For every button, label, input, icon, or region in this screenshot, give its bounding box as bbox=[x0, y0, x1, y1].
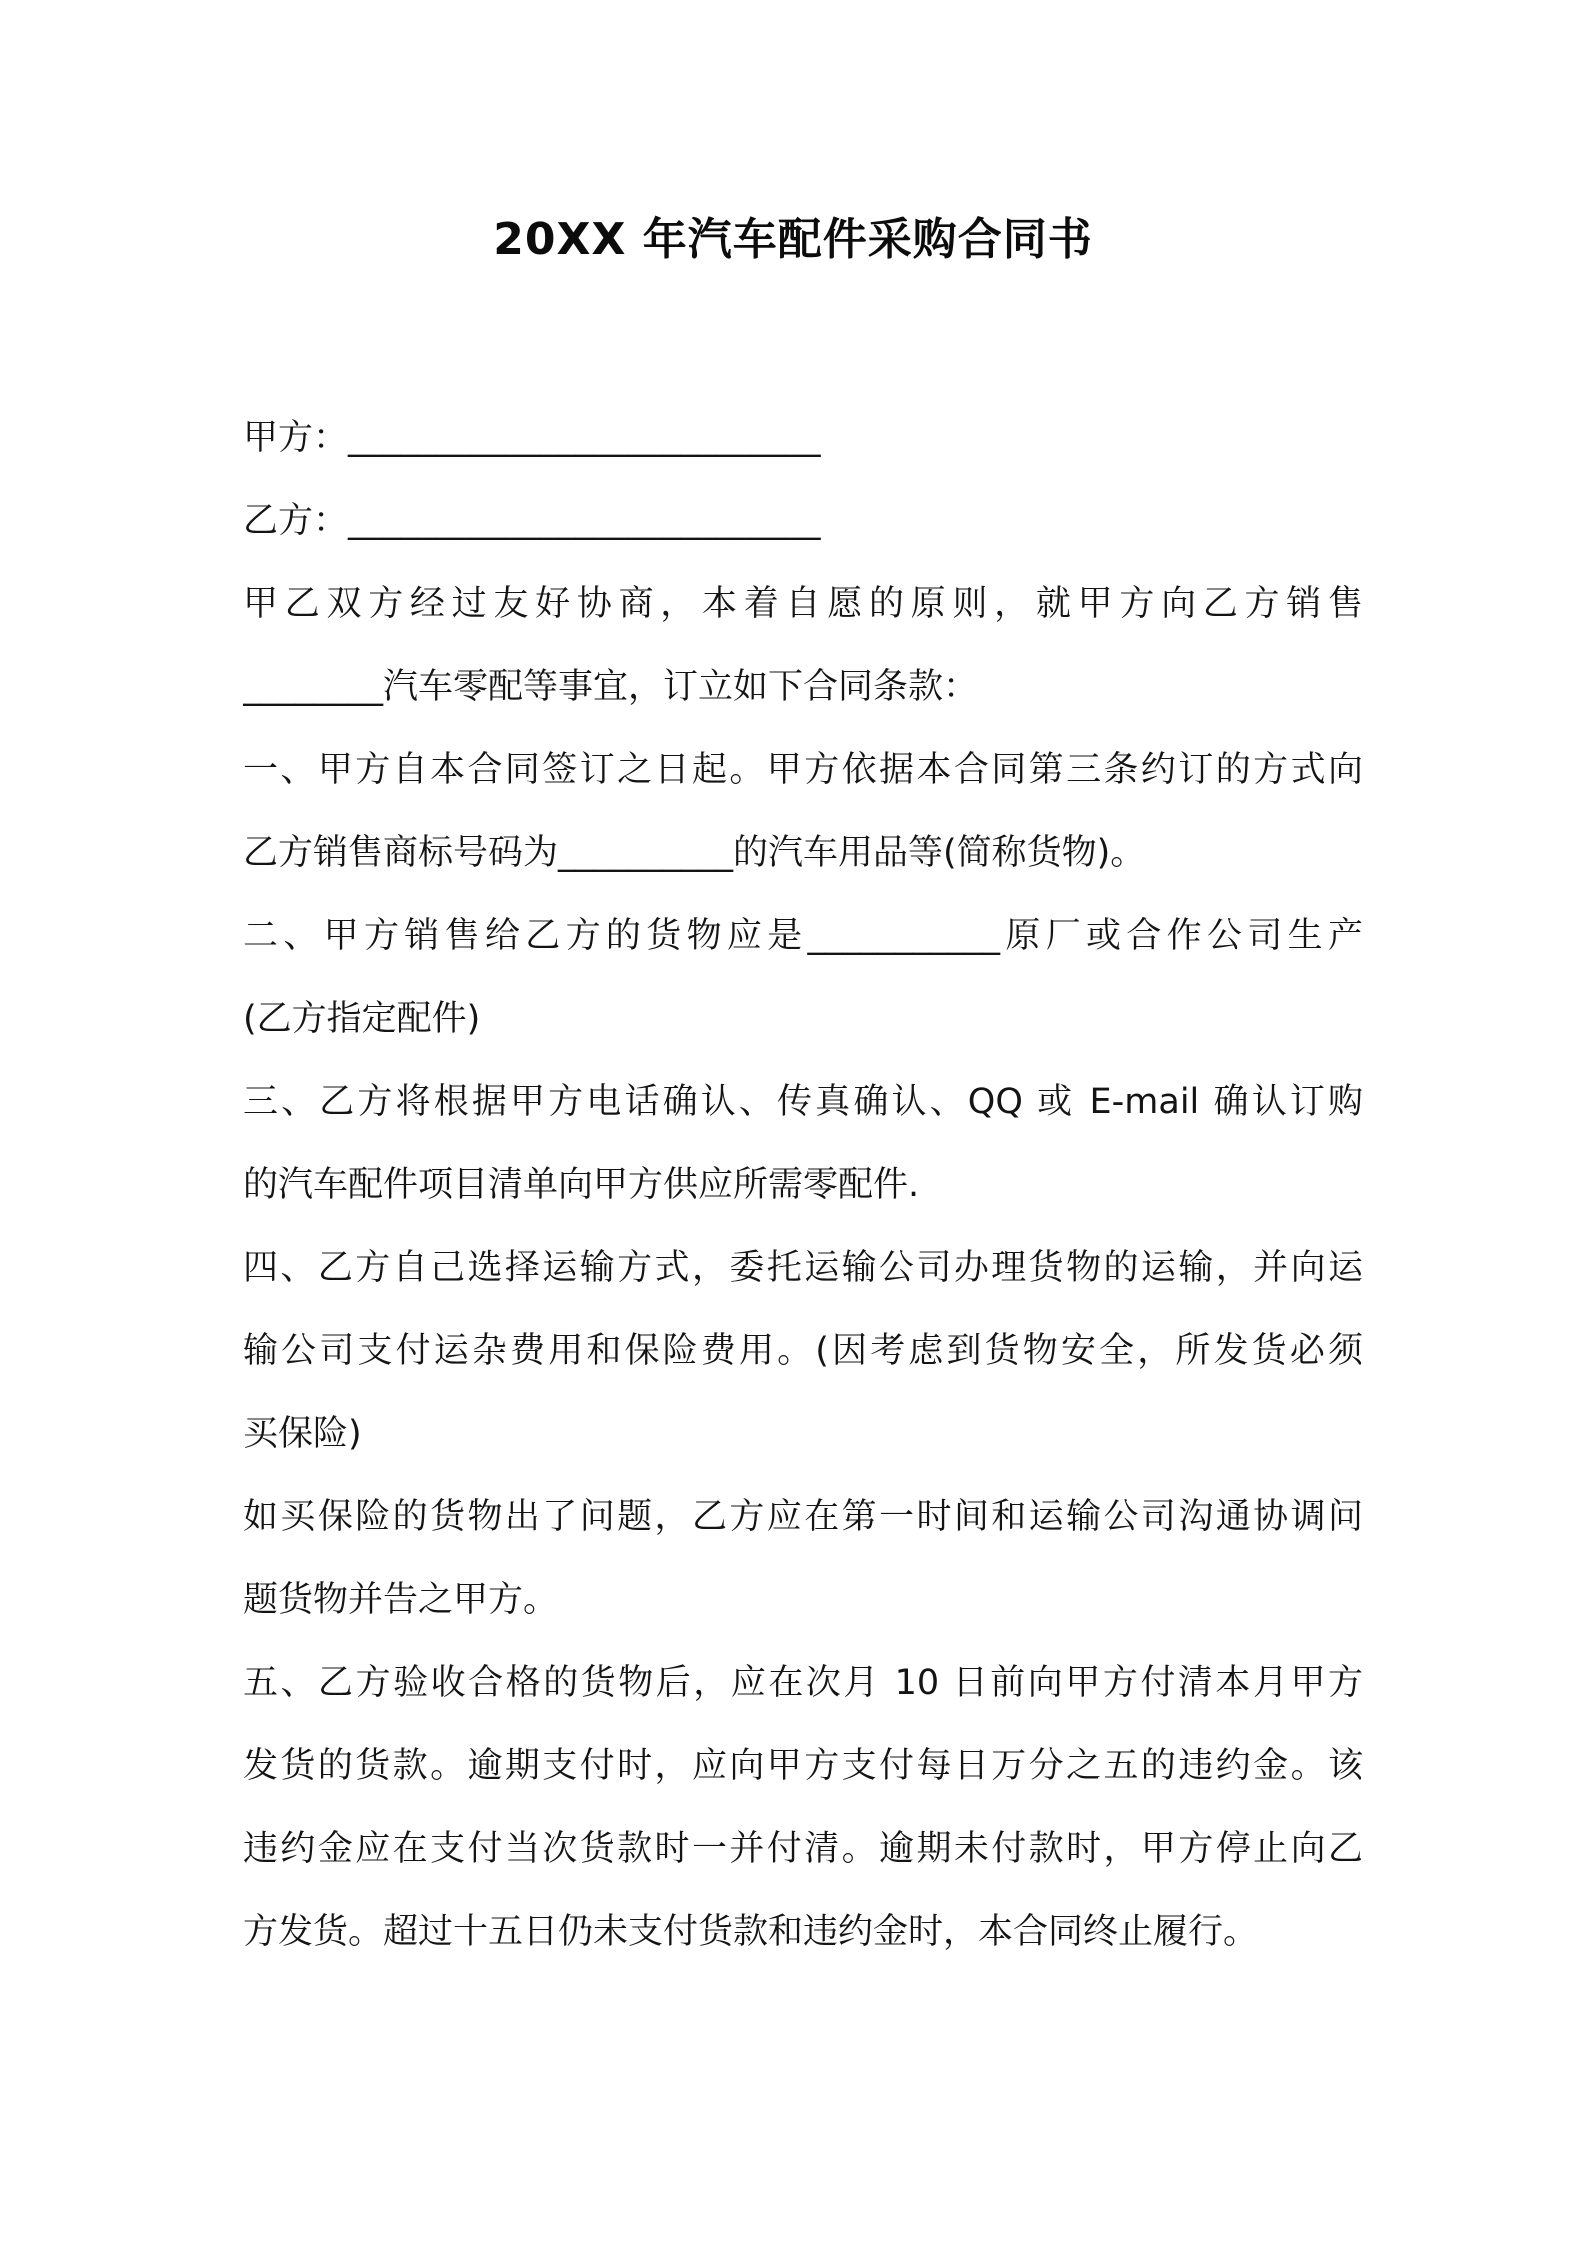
clause-4-line-2: 输公司支付运杂费用和保险费用。(因考虑到货物安全，所发货必须 bbox=[243, 1331, 1363, 1371]
party-a-line: 甲方：___________________________ bbox=[243, 418, 821, 458]
clause-5-line-2: 发货的货款。逾期支付时，应向甲方支付每日万分之五的违约金。该 bbox=[243, 1746, 1363, 1786]
insurance-note-line-1: 如买保险的货物出了问题，乙方应在第一时间和运输公司沟通协调问 bbox=[243, 1497, 1363, 1537]
insurance-note-line-2: 题货物并告之甲方。 bbox=[243, 1580, 559, 1620]
party-b-line: 乙方：___________________________ bbox=[243, 501, 821, 541]
clause-3-line-1: 三、乙方将根据甲方电话确认、传真确认、QQ 或 E-mail 确认订购 bbox=[243, 1082, 1363, 1122]
clause-1-line-1: 一、甲方自本合同签订之日起。甲方依据本合同第三条约订的方式向 bbox=[243, 750, 1363, 790]
clause-4-line-3: 买保险) bbox=[243, 1414, 362, 1454]
document-title: 20XX 年汽车配件采购合同书 bbox=[493, 214, 1093, 265]
clause-5-line-4: 方发货。超过十五日仍未支付货款和违约金时，本合同终止履行。 bbox=[243, 1912, 1259, 1952]
clause-1-line-2: 乙方销售商标号码为__________的汽车用品等(简称货物)。 bbox=[243, 833, 1146, 873]
intro-line-1: 甲乙双方经过友好协商，本着自愿的原则，就甲方向乙方销售 bbox=[243, 584, 1363, 624]
clause-2-line-1: 二、甲方销售给乙方的货物应是___________原厂或合作公司生产 bbox=[243, 916, 1363, 956]
clause-5-line-1: 五、乙方验收合格的货物后，应在次月 10 日前向甲方付清本月甲方 bbox=[243, 1663, 1363, 1703]
clause-3-line-2: 的汽车配件项目清单向甲方供应所需零配件. bbox=[243, 1165, 920, 1205]
intro-line-2: ________汽车零配等事宜，订立如下合同条款： bbox=[243, 667, 979, 707]
clause-4-line-1: 四、乙方自己选择运输方式，委托运输公司办理货物的运输，并向运 bbox=[243, 1248, 1363, 1288]
clause-5-line-3: 违约金应在支付当次货款时一并付清。逾期未付款时，甲方停止向乙 bbox=[243, 1829, 1363, 1869]
clause-2-line-2: (乙方指定配件) bbox=[243, 999, 481, 1039]
